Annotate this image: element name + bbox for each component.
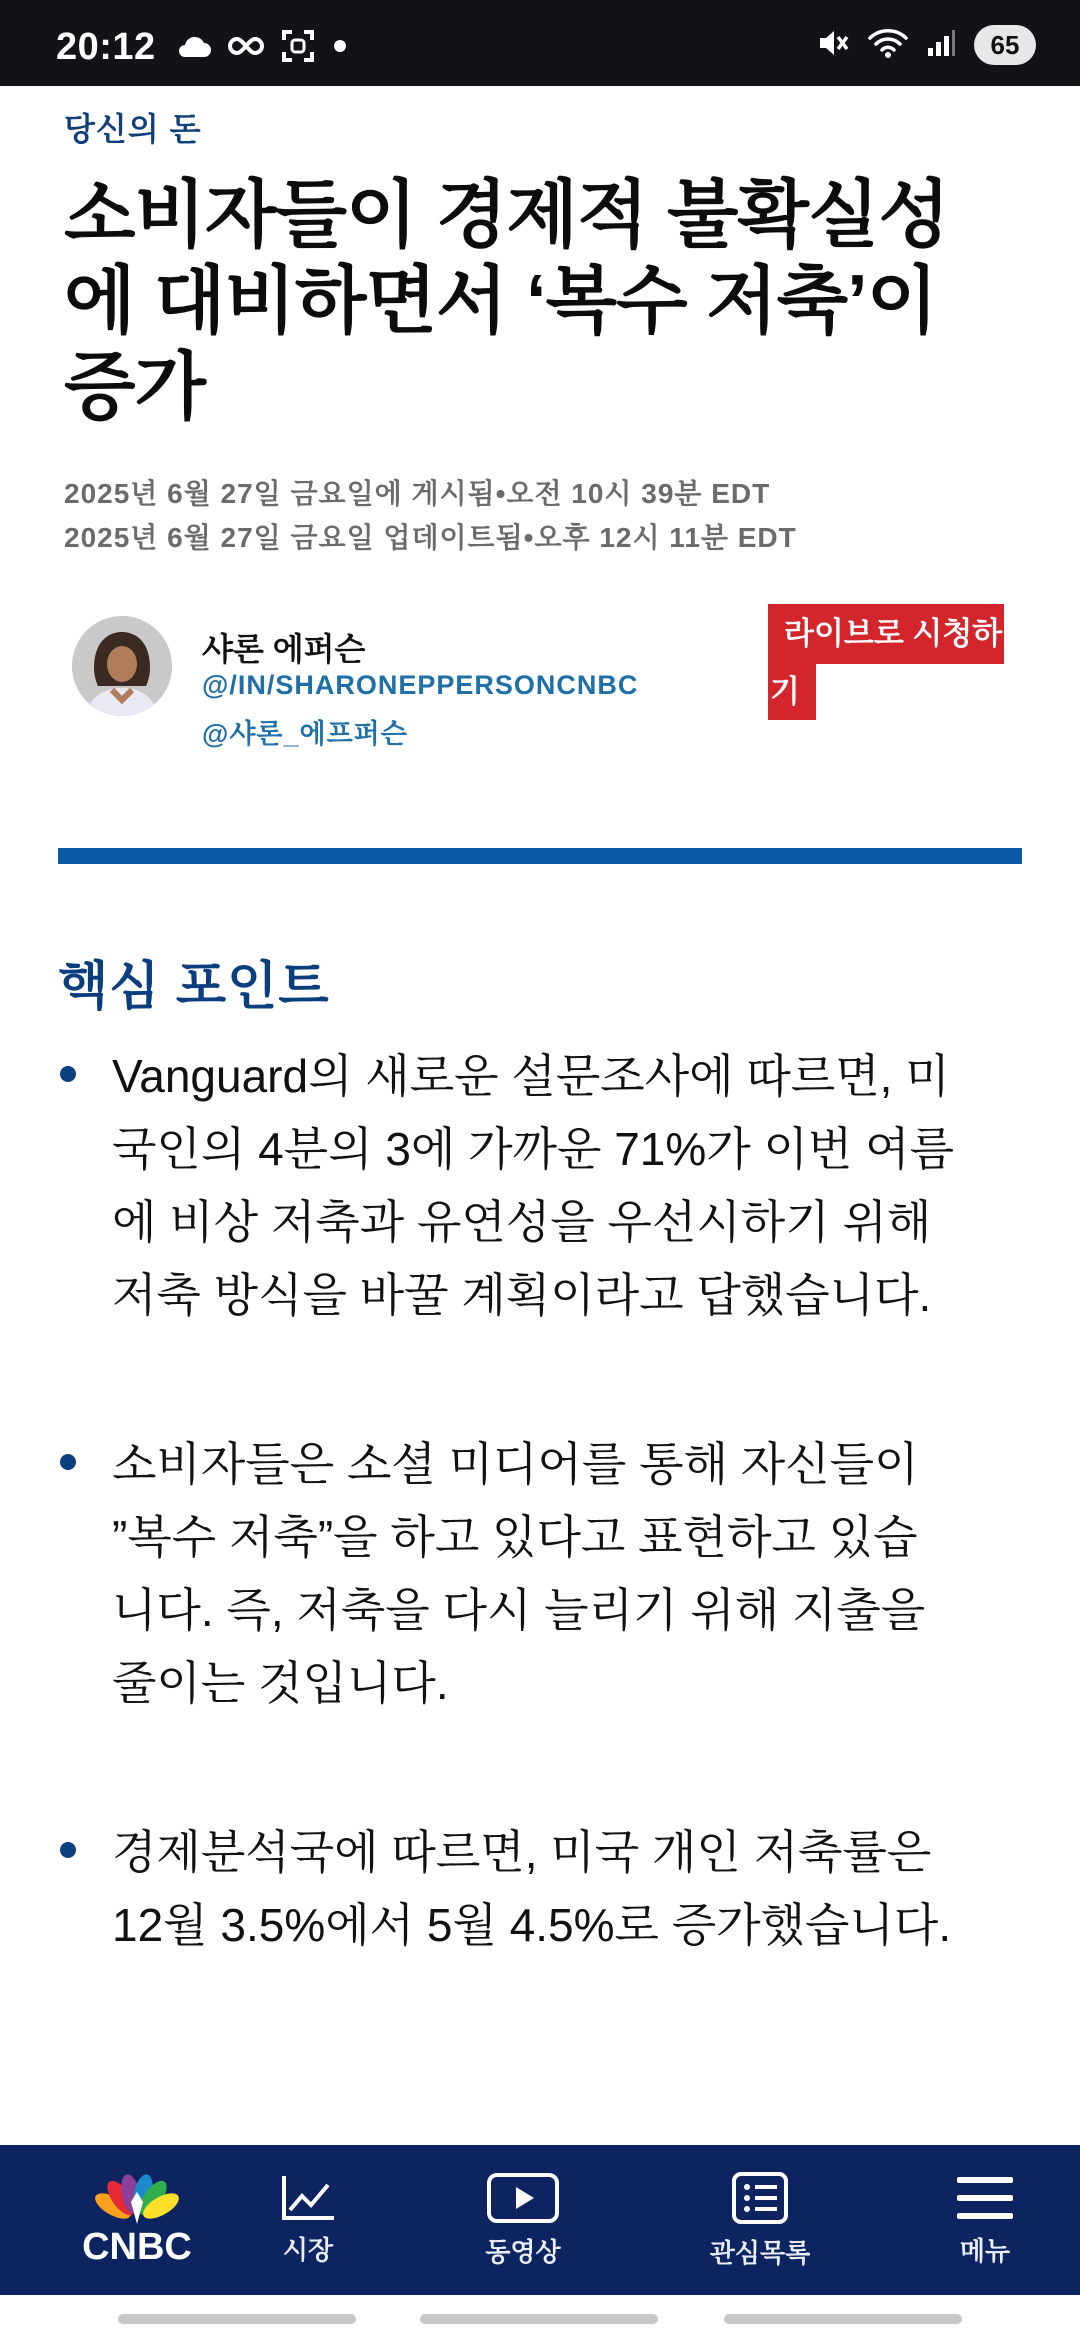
bullet-dot-icon [60,1066,76,1082]
dot-icon [332,38,348,59]
screenshot-icon [280,28,316,69]
key-point-text: 경제분석국에 따르면, 미국 개인 저축률은 12월 3.5%에서 5월 4.5%로 증가했습니다. [112,1826,952,1951]
peacock-icon [87,2172,187,2226]
gesture-pill-center[interactable] [420,2314,658,2324]
cloud-icon [176,33,212,64]
status-bar [0,0,1080,86]
hamburger-menu-icon [955,2173,1015,2223]
list-icon [731,2171,789,2225]
key-points-list [58,1040,958,2058]
updated-date: 2025년 6월 27일 금요일 업데이트됨•오후 12시 11분 EDT [64,522,797,553]
status-time: 20:12 [56,26,156,68]
article-meta [64,472,797,560]
key-point-item [58,1040,958,1332]
published-date: 2025년 6월 27일 금요일에 게시됨•오전 10시 39분 EDT [64,478,771,509]
gesture-pill-right[interactable] [724,2314,962,2324]
battery-icon [974,25,1036,65]
infinity-icon [228,34,264,63]
section-divider [58,848,1022,864]
gesture-pill-left[interactable] [118,2314,356,2324]
key-point-text: Vanguard의 새로운 설문조사에 따르면, 미국인의 4분의 3에 가까운 71%가 이번 여름에 비상 저축과 유연성을 우선시하기 위해 저축 방식을 바꿀 계획이라고 답했습니다. [112,1050,955,1321]
key-points-title: 핵심 포인트 [58,958,330,1016]
nav-video[interactable] [470,2145,576,2295]
nav-menu-label: 메뉴 [959,2235,1011,2266]
play-video-icon [486,2172,560,2224]
bullet-dot-icon [60,1842,76,1858]
watch-live-button[interactable] [768,604,1004,720]
section-label[interactable]: 당신의 돈 [64,111,202,147]
nav-video-label: 동영상 [485,2236,561,2267]
nav-watchlist-label: 관심목록 [709,2237,811,2268]
author-name[interactable]: 샤론 에퍼슨 [202,631,366,667]
key-point-item [58,1816,958,1962]
nav-watchlist[interactable] [700,2145,820,2295]
wifi-icon [868,27,908,64]
nav-markets-label: 시장 [282,2234,334,2265]
watch-live-label-line1: 라이브로 시청하 [768,604,1004,664]
mute-icon [816,26,850,65]
bullet-dot-icon [60,1454,76,1470]
signal-icon [926,28,956,63]
author-handle-link[interactable]: @샤론_에프퍼슨 [202,719,408,749]
bottom-nav [0,2145,1080,2295]
key-point-item [58,1428,958,1720]
system-gesture-bar [0,2300,1080,2340]
nav-markets[interactable] [260,2145,356,2295]
author-linkedin-link[interactable]: @/IN/SHARONEPPERSONCNBC [202,670,639,700]
nav-menu[interactable] [940,2145,1030,2295]
chart-line-icon [280,2174,336,2222]
battery-level: 65 [990,29,1020,60]
watch-live-label-line2: 기 [768,664,816,720]
key-point-text: 소비자들은 소셜 미디어를 통해 자신들이 ”복수 저축”을 하고 있다고 표현하고 있습니다. 즉, 저축을 다시 늘리기 위해 지출을 줄이는 것입니다. [112,1438,926,1709]
nav-home-cnbc-logo[interactable] [74,2145,200,2295]
avatar[interactable] [72,616,172,716]
cnbc-logo-text: CNBC [82,2225,192,2268]
page-title: 소비자들이 경제적 불확실성에 대비하면서 ‘복수 저축’이 증가 [64,173,949,428]
